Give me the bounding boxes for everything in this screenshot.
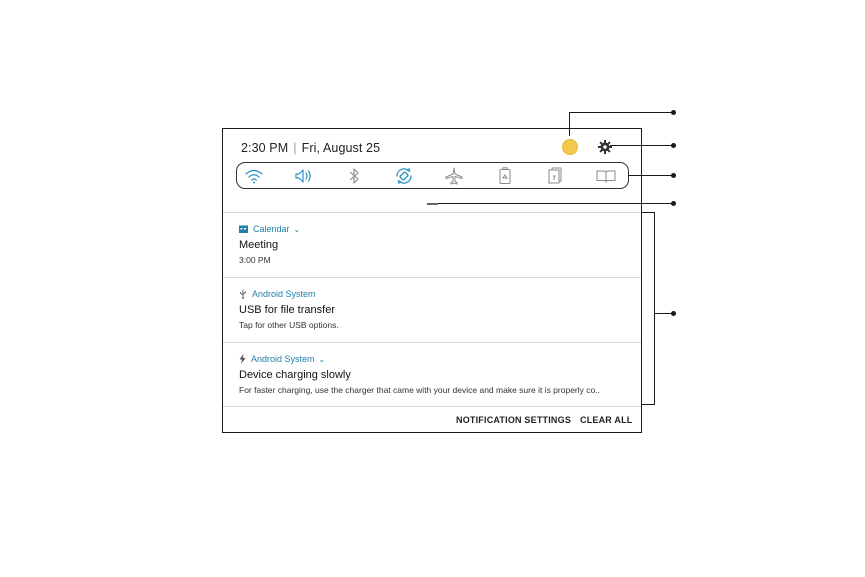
notification-body: 3:00 PM (239, 255, 271, 265)
callout-line (628, 175, 673, 176)
callout-dot (671, 110, 676, 115)
panel-drag-handle[interactable] (427, 203, 438, 205)
notification-card[interactable] (223, 343, 641, 406)
lightning-bolt-icon (239, 354, 246, 364)
notification-card[interactable] (223, 213, 641, 276)
notification-app-header (239, 224, 300, 234)
callout-bracket (641, 212, 655, 213)
usb-icon (239, 289, 247, 299)
calendar-icon (239, 225, 248, 233)
callout-dot (671, 311, 676, 316)
power-saving-icon[interactable] (494, 166, 516, 186)
notification-body: Tap for other USB options. (239, 320, 339, 330)
notification-app-name: Calendar (253, 224, 290, 234)
callout-dot (671, 173, 676, 178)
notification-settings-button[interactable]: NOTIFICATION SETTINGS (456, 415, 572, 425)
notification-app-name: Android System (251, 354, 315, 364)
status-separator: | (293, 141, 297, 155)
callout-dot (671, 143, 676, 148)
notification-panel (222, 128, 642, 433)
notification-title: USB for file transfer (239, 304, 335, 316)
status-bar (241, 141, 380, 155)
sound-icon[interactable] (293, 166, 315, 186)
bluetooth-icon[interactable] (343, 166, 365, 186)
callout-line (569, 112, 570, 136)
profile-avatar-icon[interactable] (562, 139, 578, 155)
callout-bracket (641, 404, 655, 405)
status-time: 2:30 PM (241, 141, 289, 155)
chevron-down-icon[interactable]: ⌄ (293, 224, 301, 234)
status-date: Fri, August 25 (301, 141, 381, 155)
notification-app-name: Android System (252, 289, 316, 299)
callout-line (438, 203, 673, 204)
settings-gear-icon[interactable] (597, 139, 613, 155)
quick-settings-bar (236, 162, 629, 189)
auto-rotate-icon[interactable] (393, 166, 415, 186)
wifi-icon[interactable] (243, 166, 265, 186)
blue-light-filter-icon[interactable] (595, 166, 617, 186)
mobile-data-icon[interactable] (544, 166, 566, 186)
notification-title: Device charging slowly (239, 369, 351, 381)
notification-footer (223, 406, 641, 432)
callout-dot (671, 201, 676, 206)
notification-title: Meeting (239, 239, 279, 251)
callout-line (610, 145, 673, 146)
notification-body: For faster charging, use the charger that came with your device and make sure it is properly co.. (239, 385, 600, 395)
callout-line (569, 112, 673, 113)
clear-all-button[interactable]: CLEAR ALL (580, 415, 633, 425)
callout-bracket (654, 212, 655, 404)
notification-card[interactable] (223, 278, 641, 341)
airplane-mode-icon[interactable] (443, 166, 465, 186)
notification-app-header (239, 354, 325, 364)
chevron-down-icon[interactable]: ⌄ (318, 354, 326, 364)
notification-app-header (239, 289, 316, 299)
